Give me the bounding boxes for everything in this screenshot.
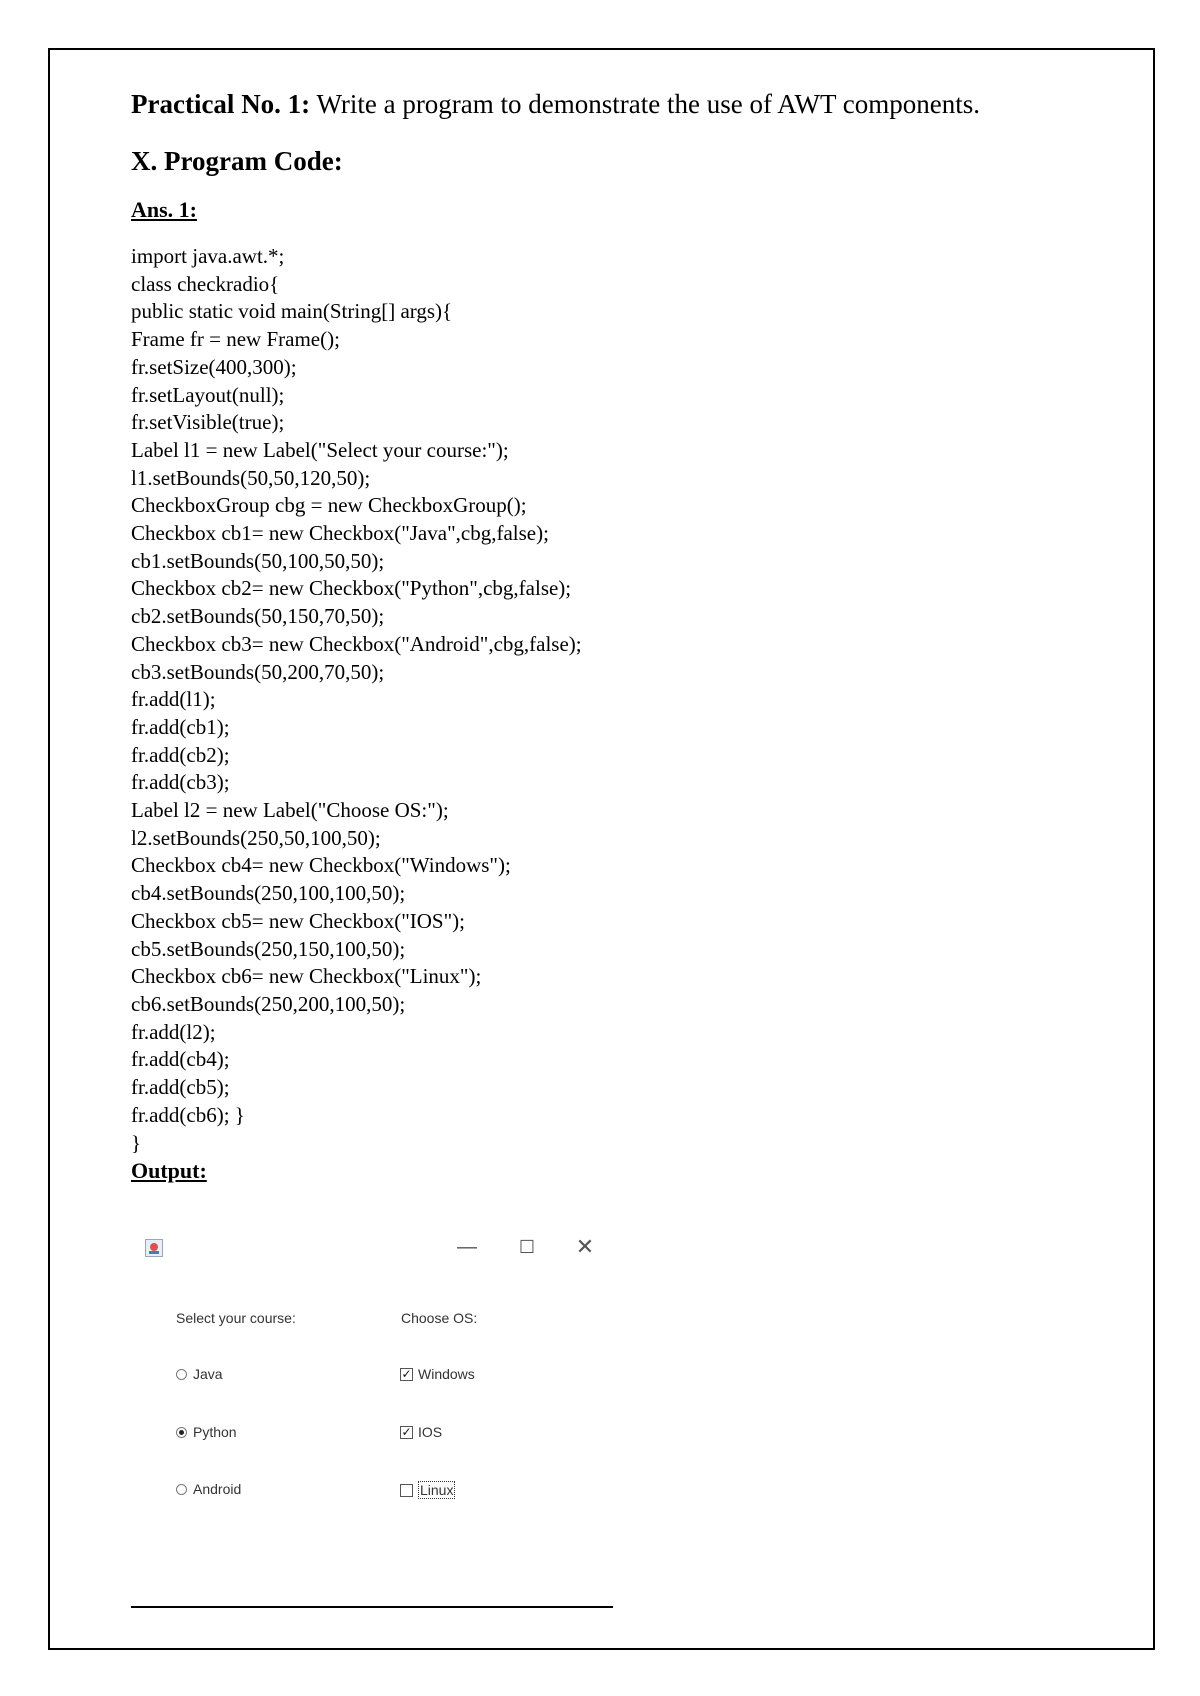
code-line: Frame fr = new Frame(); <box>131 327 340 352</box>
code-line: } <box>131 1130 142 1155</box>
program-code-heading: X. Program Code: <box>131 146 343 176</box>
code-line: cb3.setBounds(50,200,70,50); <box>131 659 385 684</box>
radio-button-icon <box>176 1484 187 1495</box>
answer-heading: Ans. 1: <box>131 197 198 222</box>
maximize-icon[interactable]: ☐ <box>518 1237 536 1257</box>
radio-python[interactable] <box>176 1424 237 1440</box>
minimize-icon[interactable]: — <box>457 1236 477 1258</box>
practical-number: Practical No. 1: <box>131 89 311 119</box>
course-label: Select your course: <box>176 1310 296 1326</box>
code-line: Checkbox cb6= new Checkbox("Linux"); <box>131 964 482 989</box>
code-line: Checkbox cb2= new Checkbox("Python",cbg,false); <box>131 576 572 601</box>
practical-description: Write a program to demonstrate the use of AWT components. <box>310 89 981 119</box>
code-line: cb1.setBounds(50,100,50,50); <box>131 548 385 573</box>
code-line: Checkbox cb5= new Checkbox("IOS"); <box>131 908 466 933</box>
radio-android[interactable] <box>176 1481 241 1497</box>
program-code <box>131 243 1111 1157</box>
code-line: Checkbox cb3= new Checkbox("Android",cbg,false); <box>131 631 582 656</box>
close-icon[interactable]: ✕ <box>575 1234 595 1259</box>
checkbox-windows[interactable] <box>400 1366 475 1382</box>
os-label: Choose OS: <box>401 1310 478 1326</box>
code-line: fr.setVisible(true); <box>131 410 285 435</box>
checkbox-linux[interactable] <box>400 1481 455 1499</box>
code-line: class checkradio{ <box>131 271 280 296</box>
document-content <box>131 84 1111 1185</box>
code-line: CheckboxGroup cbg = new CheckboxGroup(); <box>131 493 527 518</box>
code-line: l2.setBounds(250,50,100,50); <box>131 825 381 850</box>
code-line: Label l1 = new Label("Select your course:"); <box>131 437 509 462</box>
radio-button-icon <box>176 1369 187 1380</box>
code-line: Label l2 = new Label("Choose OS:"); <box>131 798 449 823</box>
checkbox-icon <box>400 1484 413 1497</box>
code-line: fr.add(l1); <box>131 687 216 712</box>
practical-title <box>131 84 1111 124</box>
bottom-rule <box>131 1606 613 1608</box>
code-line: public static void main(String[] args){ <box>131 299 453 324</box>
checkbox-label: Windows <box>418 1366 475 1382</box>
code-line: fr.add(cb6); } <box>131 1102 245 1127</box>
code-line: fr.add(l2); <box>131 1019 216 1044</box>
checkbox-ios[interactable] <box>400 1424 442 1440</box>
code-line: fr.add(cb3); <box>131 770 230 795</box>
awt-output-window <box>131 1225 601 1555</box>
code-line: fr.add(cb1); <box>131 714 230 739</box>
checkbox-label: IOS <box>418 1424 443 1440</box>
java-icon <box>145 1239 163 1257</box>
code-line: l1.setBounds(50,50,120,50); <box>131 465 371 490</box>
checkbox-icon: ✓ <box>401 1424 412 1439</box>
radio-button-icon <box>176 1427 187 1438</box>
radio-java[interactable] <box>176 1366 223 1382</box>
code-line: import java.awt.*; <box>131 244 285 268</box>
code-line: fr.add(cb4); <box>131 1047 230 1072</box>
code-line: cb2.setBounds(50,150,70,50); <box>131 604 385 629</box>
radio-label: Python <box>193 1424 237 1440</box>
code-line: fr.setSize(400,300); <box>131 354 297 379</box>
code-line: cb4.setBounds(250,100,100,50); <box>131 881 406 906</box>
checkbox-label: Linux <box>420 1482 454 1498</box>
code-line: fr.add(cb5); <box>131 1075 230 1100</box>
code-line: fr.add(cb2); <box>131 742 230 767</box>
code-line: Checkbox cb1= new Checkbox("Java",cbg,false); <box>131 521 549 546</box>
code-line: cb6.setBounds(250,200,100,50); <box>131 991 406 1016</box>
radio-label: Java <box>193 1366 223 1382</box>
output-heading: Output: <box>131 1158 207 1184</box>
code-line: Checkbox cb4= new Checkbox("Windows"); <box>131 853 511 878</box>
radio-label: Android <box>193 1481 242 1497</box>
code-line: fr.setLayout(null); <box>131 382 285 407</box>
code-line: cb5.setBounds(250,150,100,50); <box>131 936 406 961</box>
checkbox-icon: ✓ <box>401 1366 412 1381</box>
